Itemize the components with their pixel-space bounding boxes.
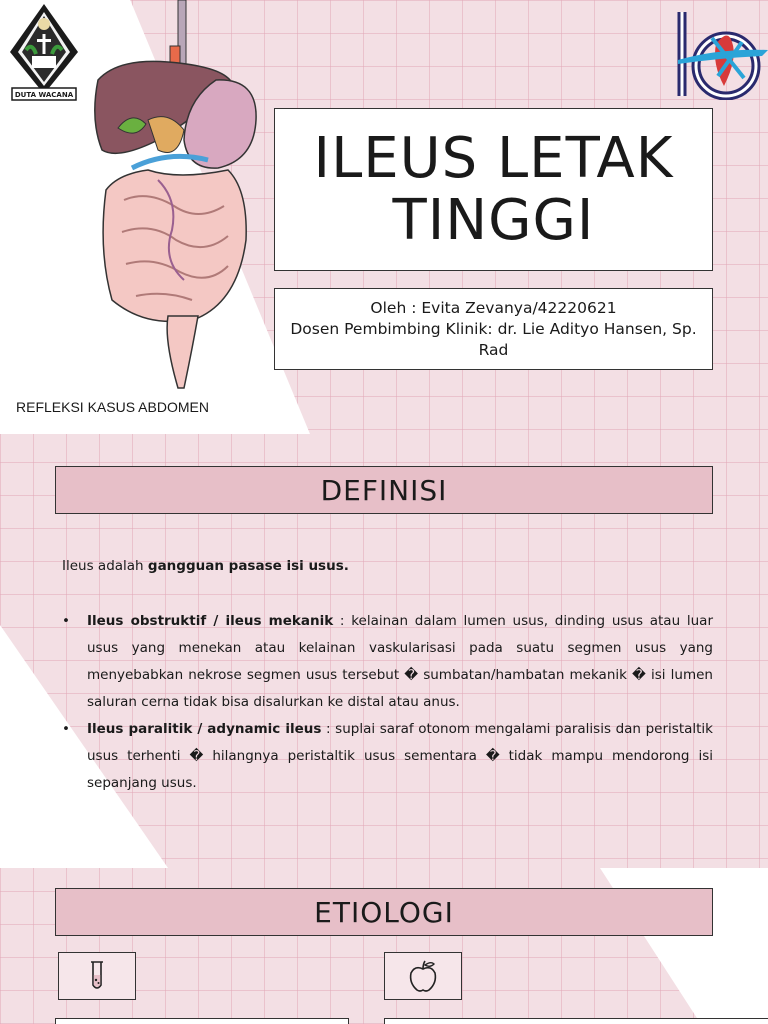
list-item-term: Ileus paralitik / adynamic ileus — [87, 721, 322, 737]
subtitle: REFLEKSI KASUS ABDOMEN — [16, 399, 209, 415]
title-slide — [0, 0, 768, 434]
list-item-text: : kelainan dalam lumen usus, dinding usus atau luar usus yang menekan atau kelainan vaskularisasi pada suatu segmen usus yang menyebabkan nekrose segmen usus tersebut � sumbatan/hambatan mekanik � isi lumen saluran cerna tidak bisa disalurkan ke distal atau anus. — [87, 613, 713, 710]
list-item — [62, 716, 713, 797]
author-line: Oleh : Evita Zevanya/42220621 — [370, 298, 617, 317]
author-box — [274, 288, 713, 370]
section-heading-text: DEFINISI — [320, 473, 448, 507]
list-item-text: : suplai saraf otonom mengalami paralisis dan peristaltik usus terhenti � hilangnya peristaltik usus sementara � tidak mampu mendorong isi sepanjang usus. — [87, 721, 713, 791]
section-heading-definisi — [55, 466, 713, 514]
list-item — [62, 608, 713, 716]
test-tube-icon — [86, 959, 108, 993]
apple-icon — [407, 959, 439, 993]
definition-slide — [0, 434, 768, 868]
etiology-slide — [0, 868, 768, 1024]
section-heading-etiologi — [55, 888, 713, 936]
list-item-term: Ileus obstruktif / ileus mekanik — [87, 613, 334, 629]
content-card-right — [384, 1018, 768, 1024]
supervisor-line: Dosen Pembimbing Klinik: dr. Lie Adityo Hansen, Sp. Rad — [290, 319, 697, 359]
digestive-system-illustration — [88, 0, 268, 392]
logo-text: DUTA WACANA — [14, 91, 74, 99]
bullet-icon: • — [62, 613, 70, 629]
intro-paragraph — [62, 558, 349, 574]
content-card-left — [55, 1018, 349, 1024]
bullet-icon: • — [62, 721, 70, 737]
section-heading-text: ETIOLOGI — [314, 895, 454, 929]
title-box — [274, 108, 713, 271]
icon-card-right — [384, 952, 462, 1000]
ukdw-logo — [6, 2, 82, 102]
intro-bold: gangguan pasase isi usus. — [147, 558, 349, 574]
hospital-logo — [672, 8, 768, 100]
intro-prefix: Ileus adalah — [62, 558, 148, 574]
definition-list — [62, 608, 713, 797]
slide-title: ILEUS LETAK TINGGI — [313, 125, 674, 253]
icon-card-left — [58, 952, 136, 1000]
